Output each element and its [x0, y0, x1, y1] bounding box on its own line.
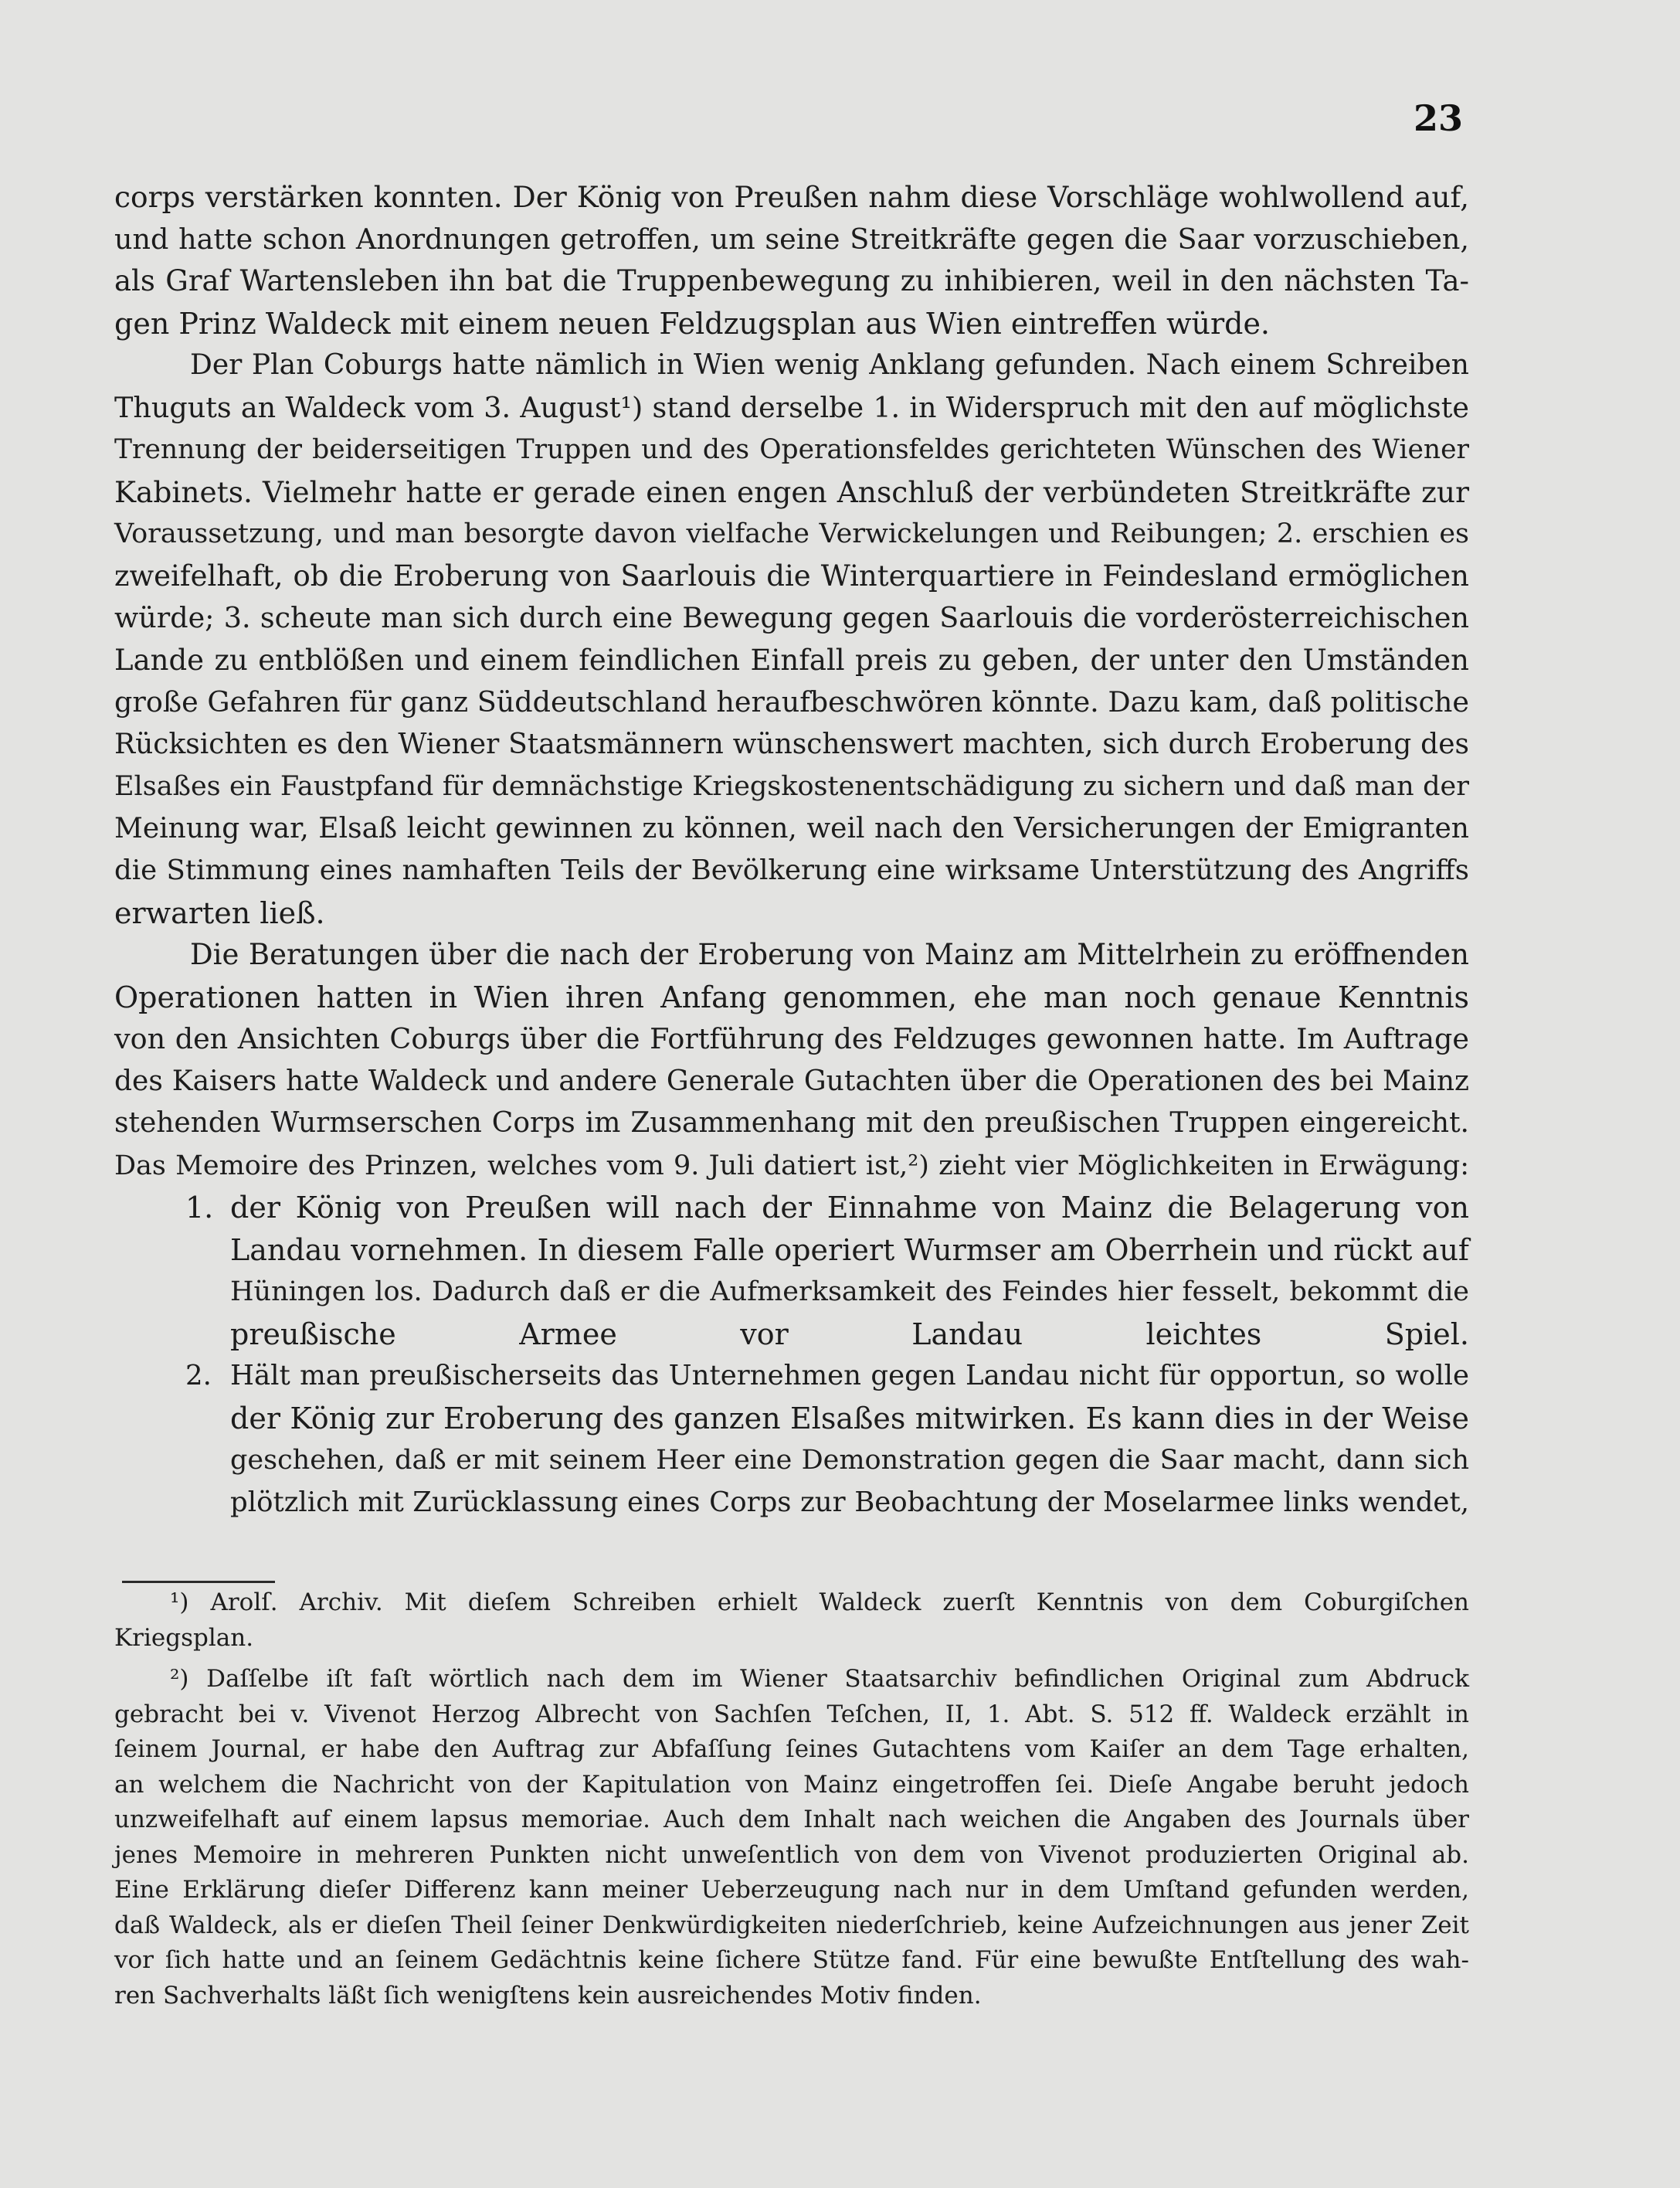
body-line: des Kaisers hatte Waldeck und andere Generale Gutachten über die Operationen des bei Mainz	[114, 1065, 1469, 1097]
footnote-line: an welchem die Nachricht von der Kapitulation von Mainz eingetroffen ſei. Dieſe Angabe beruht jedoch	[114, 1770, 1469, 1799]
body-line: Operationen hatten in Wien ihren Anfang genommen, ehe man noch genaue Kenntnis	[114, 980, 1469, 1014]
footnotes	[114, 1585, 1469, 2013]
footnote-line: ²) Daſſelbe iſt faſt wörtlich nach dem im Wiener Staatsarchiv befindlichen Original zum Abdruck	[170, 1665, 1469, 1693]
body-line: von den Ansichten Coburgs über die Fortführung des Feldzuges gewonnen hatte. Im Auftrage	[114, 1022, 1469, 1055]
footnote-line: Kriegsplan.	[114, 1623, 254, 1652]
footnote-line: ſeinem Journal, er habe den Auftrag zur Abfaſſung ſeines Gutachtens vom Kaiſer an dem Tage erhalten,	[114, 1735, 1469, 1763]
body-line: Das Memoire des Prinzen, welches vom 9. Juli datiert ist,²) zieht vier Möglichkeiten in Erwägung:	[114, 1150, 1469, 1181]
body-line: große Gefahren für ganz Süddeutschland heraufbeschwören könnte. Dazu kam, daß politische	[114, 685, 1469, 719]
footnote-separator	[122, 1581, 275, 1583]
list-item-line: der König zur Eroberung des ganzen Elsaßes mitwirken. Es kann dies in der Weise	[230, 1401, 1469, 1435]
body-line: zweifelhaft, ob die Eroberung von Saarlouis die Winterquartiere in Feindesland ermöglichen	[114, 559, 1469, 593]
body-line: gen Prinz Waldeck mit einem neuen Feldzugsplan aus Wien eintreffen würde.	[114, 306, 1271, 341]
list-item-first-line	[114, 1187, 1469, 1229]
list-item	[114, 1355, 1469, 1524]
body-line: corps verstärken konnten. Der König von Preußen nahm diese Vorschläge wohlwollend auf,	[114, 180, 1469, 214]
list-item-number: 2.	[185, 1360, 212, 1391]
numbered-list	[114, 1187, 1469, 1524]
footnote-line: vor ſich hatte und an ſeinem Gedächtnis keine ſichere Stütze fand. Für eine bewußte Entſtellung des wah-	[114, 1946, 1469, 1974]
body-line: und hatte schon Anordnungen getroffen, um seine Streitkräfte gegen die Saar vorzuschieben,	[114, 222, 1469, 256]
footnote	[114, 1662, 1469, 2013]
body-line: Trennung der beiderseitigen Truppen und des Operationsfeldes gerichteten Wünschen des Wiener	[114, 434, 1469, 465]
body-line: die Stimmung eines namhaften Teils der Bevölkerung eine wirksame Unterstützung des Angriffs	[114, 854, 1469, 886]
footnote-line: unzweifelhaft auf einem lapsus memoriae. Auch dem Inhalt nach weichen die Angaben des Journals über	[114, 1806, 1469, 1833]
list-item-line: Landau vornehmen. In diesem Falle operiert Wurmser am Oberrhein und rückt auf	[230, 1232, 1469, 1267]
list-item	[114, 1187, 1469, 1355]
footnote-line: ¹) Arolſ. Archiv. Mit dieſem Schreiben erhielt Waldeck zuerſt Kenntnis von dem Coburgiſchen	[170, 1588, 1469, 1616]
body-line: Lande zu entblößen und einem feindlichen Einfall preis zu geben, der unter den Umständen	[114, 643, 1469, 677]
footnote-line: gebracht bei v. Vivenot Herzog Albrecht von Sachſen Teſchen, II, 1. Abt. S. 512 ff. Waldeck erzählt in	[114, 1700, 1469, 1728]
list-item-line: preußische Armee vor Landau leichtes Spiel.	[230, 1317, 1469, 1351]
body-line: Kabinets. Vielmehr hatte er gerade einen engen Anschluß der verbündeten Streitkräfte zur	[114, 474, 1469, 509]
body-line: Die Beratungen über die nach der Eroberung von Mainz am Mittelrhein zu eröffnenden	[190, 938, 1469, 971]
body-text	[114, 176, 1469, 1524]
page-number: 23	[1414, 97, 1464, 139]
body-paragraphs	[114, 176, 1469, 1187]
footnote-gap	[114, 1656, 1469, 1662]
body-line: Meinung war, Elsaß leicht gewinnen zu können, weil nach den Versicherungen der Emigranten	[114, 812, 1469, 844]
body-line: Thuguts an Waldeck vom 3. August¹) stand derselbe 1. in Widerspruch mit den auf möglichste	[114, 390, 1469, 424]
list-item-line: Hüningen los. Dadurch daß er die Aufmerksamkeit des Feindes hier fesselt, bekommt die	[230, 1276, 1469, 1307]
list-item-text: Hält man preußischerseits das Unternehmen gegen Landau nicht für opportun, so wolle	[230, 1360, 1469, 1391]
footnote-line: Eine Erklärung dieſer Differenz kann meiner Ueberzeugung nach nur in dem Umſtand gefunden werden,	[114, 1876, 1469, 1904]
footnote	[114, 1585, 1469, 1656]
list-item-number: 1.	[185, 1191, 214, 1225]
list-item-line: plötzlich mit Zurücklassung eines Corps zur Beobachtung der Moselarmee links wendet,	[230, 1486, 1469, 1518]
footnote-line: ren Sachverhalts läßt ſich wenigſtens kein ausreichendes Motiv finden.	[114, 1981, 982, 2010]
list-item-first-line	[114, 1355, 1469, 1398]
body-line: Rücksichten es den Wiener Staatsmännern wünschenswert machten, sich durch Eroberung des	[114, 728, 1469, 760]
body-line: stehenden Wurmserschen Corps im Zusammenhang mit den preußischen Truppen eingereicht.	[114, 1107, 1469, 1139]
body-line: Elsaßes ein Faustpfand für demnächstige Kriegskostenentschädigung zu sichern und daß man der	[114, 771, 1469, 802]
body-line: Voraussetzung, und man besorgte davon vielfache Verwickelungen und Reibungen; 2. erschien es	[114, 518, 1469, 549]
body-line: erwarten ließ.	[114, 895, 325, 930]
body-line: würde; 3. scheute man sich durch eine Bewegung gegen Saarlouis die vorderösterreichischen	[114, 601, 1469, 634]
footnote-line: jenes Memoire in mehreren Punkten nicht unweſentlich von dem von Vivenot produzierten Original ab.	[114, 1840, 1469, 1869]
body-line: Der Plan Coburgs hatte nämlich in Wien wenig Anklang gefunden. Nach einem Schreiben	[190, 349, 1469, 381]
footnote-line: daß Waldeck, als er dieſen Theil ſeiner Denkwürdigkeiten niederſchrieb, keine Aufzeichnungen aus jener Zeit	[114, 1911, 1469, 1939]
list-item-text: der König von Preußen will nach der Einnahme von Mainz die Belagerung von	[230, 1191, 1469, 1225]
body-line: als Graf Wartensleben ihn bat die Truppenbewegung zu inhibieren, weil in den nächsten Ta-	[114, 264, 1469, 297]
list-item-line: geschehen, daß er mit seinem Heer eine Demonstration gegen die Saar macht, dann sich	[230, 1445, 1469, 1476]
